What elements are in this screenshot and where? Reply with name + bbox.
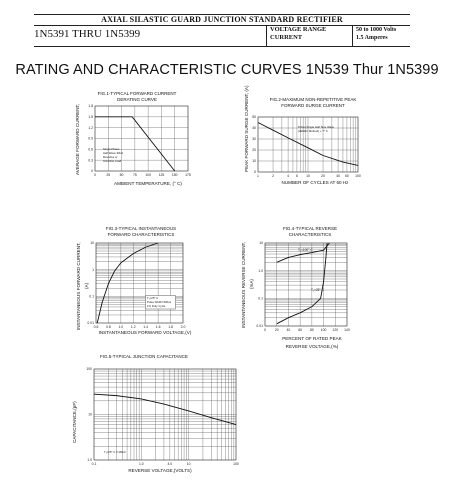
fig5-annotation-line: T₁=25° C f=1MHz <box>104 450 126 454</box>
fig1-xtick-label: 50 <box>119 173 124 177</box>
fig4-xtick-label: 140 <box>344 328 350 332</box>
fig2-annotation-line: 8.3ms Single Half Sine Wave <box>298 125 335 129</box>
fig1-annotation-line: Half Wave 60Hz <box>103 151 124 155</box>
fig4-series-1-label: T₁=100° C <box>298 248 313 252</box>
fig1-ytick-label: 0.3 <box>88 158 93 163</box>
fig1-xtick-label: 0 <box>94 173 96 177</box>
fig1-xtick-label: 175 <box>185 173 191 177</box>
fig4-xtick-label: 40 <box>286 328 291 332</box>
fig3-xtick-label: 0.8 <box>106 325 111 329</box>
fig3-ytick-label: 10 <box>90 241 94 246</box>
fig1-ylabel: AVERAGE FORWARD CURRENT, <box>75 103 80 175</box>
fig3-xtick-label: 1.8 <box>168 325 173 329</box>
fig3-annotation-line: 1% Duty Cycle <box>147 304 166 308</box>
fig4-ytick-label: 10 <box>259 241 263 246</box>
fig2-xtick-label: 100 <box>355 174 361 178</box>
fig3-ytick-label: 0.1 <box>89 294 94 299</box>
fig1-xtick-label: 75 <box>132 173 137 177</box>
fig2-ytick-label: 0 <box>254 170 256 175</box>
fig5-xtick-label: 10 <box>186 462 191 466</box>
fig1-ytick-label: 1.8 <box>88 104 93 109</box>
fig2-xtick-label: 4 <box>287 174 290 178</box>
voltage-range-label: VOLTAGE RANGE <box>270 26 327 33</box>
voltage-range-value: 50 to 1000 Volts <box>356 27 397 33</box>
fig4-xtick-label: 20 <box>274 328 279 332</box>
fig3-xtick-label: 0.6 <box>93 325 99 329</box>
fig5-xtick-label: 100 <box>233 462 239 466</box>
fig1-ytick-label: 0.9 <box>88 136 93 141</box>
fig2-ytick-label: 50 <box>252 115 256 120</box>
fig4-xtick-label: 100 <box>320 328 327 332</box>
fig4-series-2-label: T₁=25° C <box>311 288 324 292</box>
fig5-xlabel: REVERSE VOLTAGE,(VOLTS) <box>128 468 192 473</box>
fig5-series-1-line <box>94 394 236 424</box>
fig1-xtick-label: 25 <box>106 173 111 177</box>
current-label: CURRENT <box>270 34 303 41</box>
fig3-xtick-label: 1.4 <box>143 325 149 329</box>
fig3-annotation-line: Pulse Width=300us <box>147 300 172 304</box>
fig2-xtick-label: 2 <box>272 174 274 178</box>
fig2-title-line2: FORWARD SURGE CURRENT <box>281 103 345 108</box>
fig5-ytick-label: 10 <box>88 412 92 417</box>
fig3-ylabel: INSTANTANEOUS FORWARD CURRENT, <box>76 242 81 330</box>
fig2-ytick-label: 10 <box>252 159 256 164</box>
fig2-xtick-label: 6 <box>295 174 298 178</box>
fig1-title-line1: FIG.1-TYPICAL FORWARD CURRENT <box>97 91 177 96</box>
fig4-xtick-label: 0 <box>264 328 266 332</box>
fig1-title-line2: DERATING CURVE <box>117 97 157 102</box>
fig1-ytick-label: 1.5 <box>88 115 93 120</box>
fig2-xtick-label: 20 <box>321 174 325 178</box>
fig5-xtick-label: 0.1 <box>91 462 97 466</box>
fig1-xtick-label: 125 <box>158 173 165 177</box>
fig1-annotation-line: Single Phase <box>103 147 120 151</box>
fig2-xtick-label: 60 <box>345 174 349 178</box>
fig3-xtick-label: 1.0 <box>118 325 124 329</box>
fig4-title-line1: FIG.4-TYPICAL REVERSE <box>282 226 338 231</box>
page-title: RATING AND CHARACTERISTIC CURVES 1N539 Thur 1N5399 <box>15 62 439 78</box>
current-value: 1.5 Amperes <box>356 35 388 41</box>
fig5-ytick-label: 1.0 <box>87 458 92 463</box>
fig3-ytick-label: 0.01 <box>87 321 94 326</box>
fig1-ytick-label: 0 <box>91 169 93 174</box>
fig1-ytick-label: 1.2 <box>88 125 93 130</box>
fig2-annotation-line: (JEDEC Method) + T° C <box>298 129 328 133</box>
header-title: AXIAL SILASTIC GUARD JUNCTION STANDARD RECTIFIER <box>101 15 343 24</box>
fig3-annotation-line: T₁=25° C <box>147 296 159 300</box>
fig1-annotation-line: Inductive Load <box>103 159 122 163</box>
fig4-ytick-label: 1.0 <box>258 268 263 273</box>
fig4-xlabel: PERCENT OF RATED PEAK <box>282 336 342 341</box>
fig1-ytick-label: 0.6 <box>88 147 93 152</box>
fig2-ytick-label: 20 <box>252 148 256 153</box>
fig3-title-line2: FORWARD CHARACTERISTICS <box>107 232 175 237</box>
fig1-xlabel: AMBIENT TEMPERATURE, (° C) <box>114 181 182 186</box>
fig4-ylabel: INSTANTANEOUS REVERSE CURRENT, <box>241 241 246 328</box>
fig3-xlabel: INSTANTANEOUS FORWARD VOLTAGE,(V) <box>98 330 192 335</box>
fig5-ytick-label: 100 <box>86 367 92 372</box>
fig2-ylabel: PEAK FORWARD SURGE CURRENT, (A) <box>244 85 249 172</box>
fig1-xtick-label: 100 <box>145 173 151 177</box>
fig3-xtick-label: 1.2 <box>130 325 136 329</box>
part-range: 1N5391 THRU 1N5399 <box>34 28 141 40</box>
fig3-title-line1: FIG.3-TYPICAL INSTANTANEOUS <box>105 226 177 231</box>
fig4-xlabel2: REVERSE VOLTAGE,(%) <box>285 344 339 349</box>
fig2-xlabel: NUMBER OF CYCLES AT 60 Hz <box>281 180 349 185</box>
fig3-ytick-label: 1 <box>92 267 94 272</box>
fig4-title-line2: CHARACTERISTICS <box>288 232 332 237</box>
fig2-title-line1: FIG.2-MAXIMUM NON-REPETITIVE PEAK <box>269 97 357 102</box>
fig2-ytick-label: 30 <box>252 137 256 142</box>
fig4-ytick-label: 0.01 <box>256 324 263 329</box>
fig2-xtick-label: 40 <box>336 174 340 178</box>
fig3-xtick-label: 2.0 <box>180 325 186 329</box>
fig3-ylabel-unit: (A) <box>84 282 89 289</box>
fig2-xtick-label: 1 <box>257 174 259 178</box>
fig5-xtick-label: 4.0 <box>167 462 173 466</box>
fig4-xtick-label: 60 <box>298 328 303 332</box>
fig4-ytick-label: 0.1 <box>258 296 263 301</box>
fig2-ytick-label: 40 <box>252 126 256 131</box>
fig4-ylabel-unit: (mA) <box>249 279 254 289</box>
fig1-annotation-line: Resistive or <box>103 155 118 159</box>
fig2-xtick-label: 10 <box>306 174 310 178</box>
fig5-xtick-label: 1.0 <box>138 462 144 466</box>
fig3-xtick-label: 1.6 <box>155 325 161 329</box>
fig5-title-line1: FIG.5-TYPICAL JUNCTION CAPACITANCE <box>100 354 188 359</box>
fig4-xtick-label: 120 <box>332 328 339 332</box>
fig5-ylabel: CAPACITANCE,(pF) <box>72 401 77 443</box>
fig4-xtick-label: 80 <box>309 328 314 332</box>
fig1-xtick-label: 150 <box>171 173 178 177</box>
